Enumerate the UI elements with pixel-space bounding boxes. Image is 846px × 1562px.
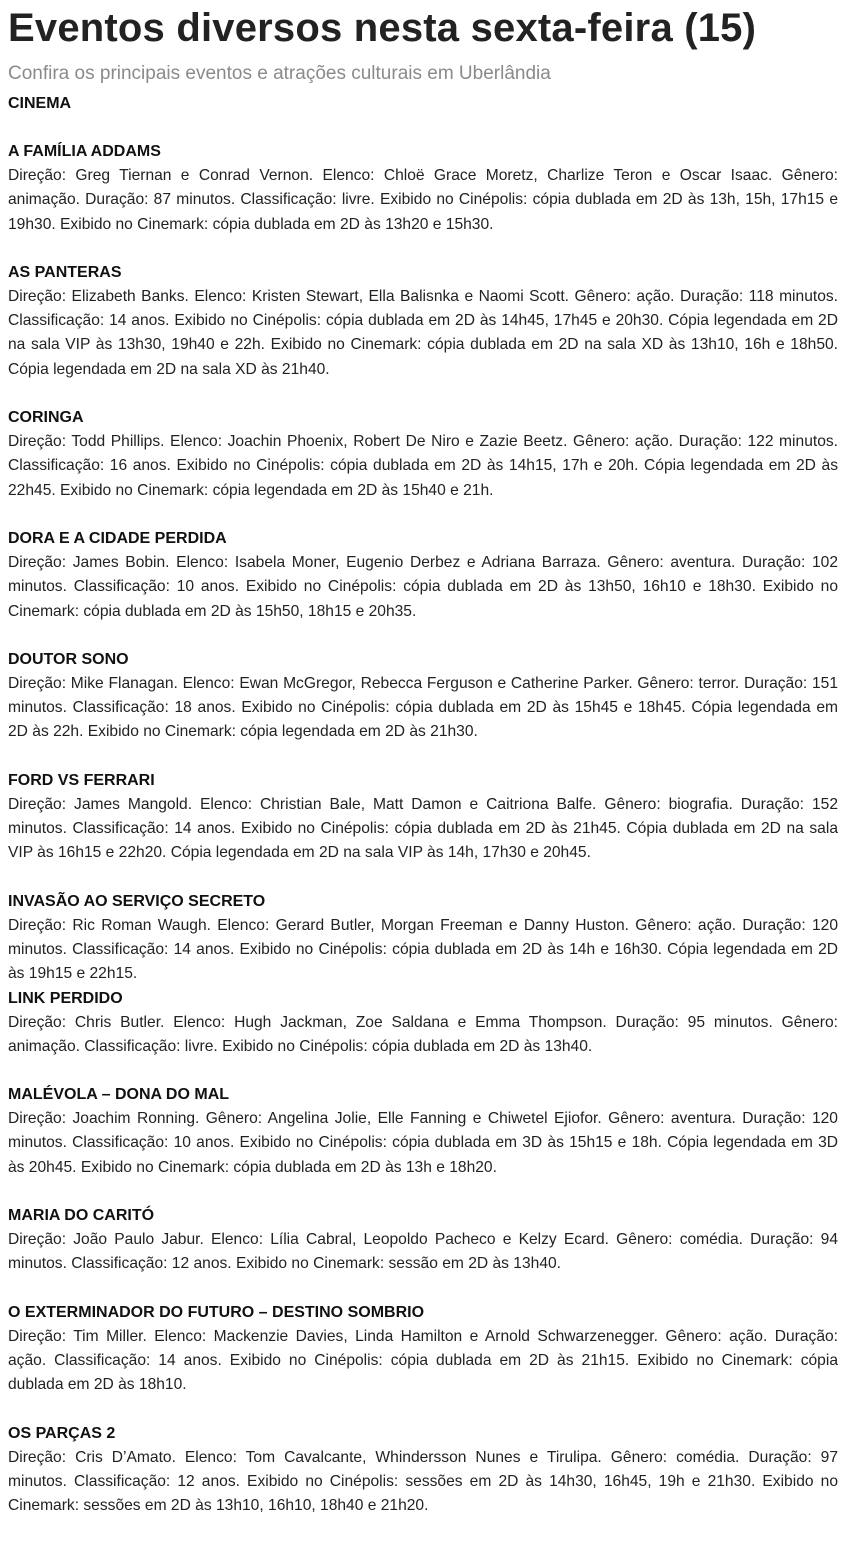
film-title: DORA E A CIDADE PERDIDA <box>8 529 227 547</box>
film-description: Direção: James Mangold. Elenco: Christian Bale, Matt Damon e Caitriona Balfe. Gênero: biografia. Duração: 152 minutos. Classificação: 14 anos. Exibido no Cinépolis: cópia dublada em 2D às 21h45. Cópia dublada em 2D na sala VIP às 16h15 e 22h20. Cópia legendada em 2D na sala VIP às 14h, 17h30 e 20h45. <box>8 795 838 862</box>
film-title: DOUTOR SONO <box>8 650 129 668</box>
film-entry <box>8 987 838 1060</box>
film-description: Direção: João Paulo Jabur. Elenco: Lília Cabral, Leopoldo Pacheco e Kelzy Ecard. Gênero: comédia. Duração: 94 minutos. Classificação: 12 anos. Exibido no Cinemark: sessão em 2D às 13h40. <box>8 1231 838 1273</box>
film-title: A FAMÍLIA ADDAMS <box>8 143 161 160</box>
film-description: Direção: Ric Roman Waugh. Elenco: Gerard Butler, Morgan Freeman e Danny Huston. Gênero: ação. Duração: 120 minutos. Classificação: 14 anos. Exibido no Cinépolis: cópia dublada em 2D às 14h e 16h30. Cópia legendada em 2D às 19h15 e 22h15. <box>8 916 838 983</box>
film-entry <box>8 1422 838 1519</box>
article-subtitle: Confira os principais eventos e atrações culturais em Uberlândia <box>8 63 551 84</box>
film-description: Direção: Mike Flanagan. Elenco: Ewan McGregor, Rebecca Ferguson e Catherine Parker. Gênero: terror. Duração: 151 minutos. Classificação: 18 anos. Exibido no Cinépolis: cópia dublada em 2D às 15h45 e 18h45. Cópia legendada em 2D às 22h. Exibido no Cinemark: cópia legendada em 2D às 21h30. <box>8 674 838 741</box>
film-description: Direção: Tim Miller. Elenco: Mackenzie Davies, Linda Hamilton e Arnold Schwarzenegger. Gênero: ação. Duração: ação. Classificação: 14 anos. Exibido no Cinépolis: cópia dublada em 2D às 21h15. Exibido no Cinemark: cópia dublada em 2D às 18h10. <box>8 1327 838 1394</box>
film-title: O EXTERMINADOR DO FUTURO – DESTINO SOMBRIO <box>8 1303 425 1321</box>
film-entry <box>8 1301 838 1398</box>
film-list <box>8 140 838 1518</box>
film-title: MARIA DO CARITÓ <box>8 1207 155 1225</box>
film-entry <box>8 1204 838 1277</box>
film-title: CORINGA <box>8 409 84 427</box>
film-entry <box>8 140 838 237</box>
film-title: AS PANTERAS <box>8 263 122 281</box>
film-entry <box>8 527 838 624</box>
film-description: Direção: James Bobin. Elenco: Isabela Moner, Eugenio Derbez e Adriana Barraza. Gênero: aventura. Duração: 102 minutos. Classificação: 10 anos. Exibido no Cinépolis: cópia dublada em 2D às 13h50, 16h10 e 18h30. Exibido no Cinemark: cópia dublada em 2D às 15h50, 18h15 e 20h35. <box>8 553 838 620</box>
film-title: FORD VS FERRARI <box>8 771 155 789</box>
film-title: LINK PERDIDO <box>8 989 123 1007</box>
film-entry <box>8 890 838 987</box>
film-title: OS PARÇAS 2 <box>8 1424 116 1442</box>
film-title: MALÉVOLA – DONA DO MAL <box>8 1086 230 1104</box>
film-entry <box>8 769 838 866</box>
film-entry <box>8 406 838 503</box>
film-title: INVASÃO AO SERVIÇO SECRETO <box>8 892 266 910</box>
film-description: Direção: Chris Butler. Elenco: Hugh Jackman, Zoe Saldana e Emma Thompson. Duração: 95 minutos. Gênero: animação. Classificação: livre. Exibido no Cinépolis: cópia dublada em 2D às 13h40. <box>8 1013 838 1055</box>
article-title: Eventos diversos nesta sexta-feira (15) <box>8 6 757 50</box>
film-description: Direção: Todd Phillips. Elenco: Joachin Phoenix, Robert De Niro e Zazie Beetz. Gênero: ação. Duração: 122 minutos. Classificação: 16 anos. Exibido no Cinépolis: cópia dublada em 2D às 14h15, 17h e 20h. Cópia legendada em 2D às 22h45. Exibido no Cinemark: cópia legendada em 2D às 15h40 e 21h. <box>8 433 838 499</box>
film-description: Direção: Joachim Ronning. Gênero: Angelina Jolie, Elle Fanning e Chiwetel Ejiofor. Gênero: aventura. Duração: 120 minutos. Classificação: 10 anos. Exibido no Cinépolis: cópia dublada em 3D às 15h15 e 18h. Cópia legendada em 3D às 20h45. Exibido no Cinemark: cópia dublada em 2D às 13h e 18h20. <box>8 1110 838 1176</box>
film-description: Direção: Cris D’Amato. Elenco: Tom Cavalcante, Whindersson Nunes e Tirulipa. Gênero: comédia. Duração: 97 minutos. Classificação: 12 anos. Exibido no Cinépolis: sessões em 2D às 14h30, 16h45, 19h e 21h30. Exibido no Cinemark: sessões em 2D às 13h10, 16h10, 18h40 e 21h20. <box>8 1448 838 1515</box>
film-description: Direção: Greg Tiernan e Conrad Vernon. Elenco: Chloë Grace Moretz, Charlize Teron e Oscar Isaac. Gênero: animação. Duração: 87 minutos. Classificação: livre. Exibido no Cinépolis: cópia dublada em 2D às 13h, 15h, 17h15 e 19h30. Exibido no Cinemark: cópia dublada em 2D às 13h20 e 15h30. <box>8 167 838 233</box>
film-entry <box>8 261 838 382</box>
film-entry <box>8 1083 838 1180</box>
film-description: Direção: Elizabeth Banks. Elenco: Kristen Stewart, Ella Balisnka e Naomi Scott. Gênero: ação. Duração: 118 minutos. Classificação: 14 anos. Exibido no Cinépolis: cópia dublada em 2D às 14h45, 17h45 e 20h30. Cópia legendada em 2D na sala VIP às 13h30, 19h40 e 22h. Exibido no Cinemark: cópia dublada em 2D na sala XD às 13h10, 16h e 18h50. Cópia legendada em 2D na sala XD às 21h40. <box>8 287 838 378</box>
film-entry <box>8 648 838 745</box>
section-heading-cinema: CINEMA <box>8 95 72 112</box>
